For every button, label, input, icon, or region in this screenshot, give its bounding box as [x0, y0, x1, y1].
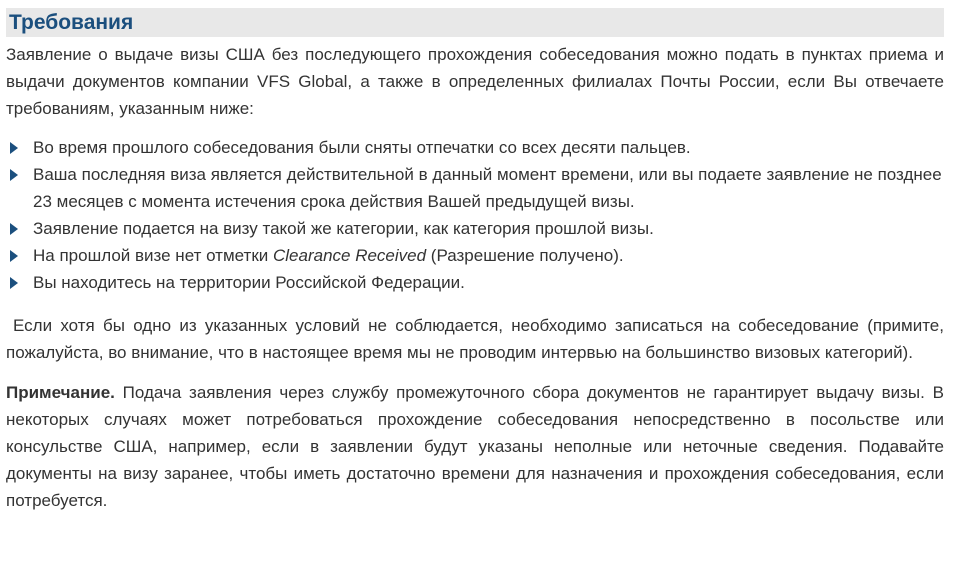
list-item-text-after: (Разрешение получено).	[426, 246, 624, 265]
list-item-text: Вы находитесь на территории Российской Федерации.	[33, 273, 465, 292]
list-item	[6, 215, 944, 242]
note-paragraph	[6, 379, 944, 514]
list-item-text: Заявление подается на визу такой же категории, как категория прошлой визы.	[33, 219, 654, 238]
triangle-right-icon	[10, 142, 18, 154]
list-item-text: Во время прошлого собеседования были сняты отпечатки со всех десяти пальцев.	[33, 138, 691, 157]
triangle-right-icon	[10, 169, 18, 181]
triangle-right-icon	[10, 277, 18, 289]
list-item	[6, 242, 944, 269]
note-text: Подача заявления через службу промежуточного сбора документов не гарантирует выдачу визы. В некоторых случаях может потребоваться прохождение собеседования непосредственно в посольстве или консульстве США, например, если в заявлении будут указаны неполные или неточные сведения. Подавайте документы на визу заранее, чтобы иметь достаточно времени для назначения и прохождения собеседования, если потребуется.	[6, 383, 944, 510]
list-item	[6, 134, 944, 161]
requirements-section	[6, 8, 944, 514]
list-item	[6, 161, 944, 215]
list-item-text-before: На прошлой визе нет отметки	[33, 246, 273, 265]
list-item-text: Ваша последняя виза является действительной в данный момент времени, или вы подаете заявление не позднее 23 месяцев с момента истечения срока действия Вашей предыдущей визы.	[33, 165, 942, 211]
triangle-right-icon	[10, 250, 18, 262]
section-title: Требования	[9, 11, 134, 34]
requirements-list	[6, 134, 944, 296]
section-heading-bar	[6, 8, 944, 37]
intro-paragraph: Заявление о выдаче визы США без последующего прохождения собеседования можно подать в пунктах приема и выдачи документов компании VFS Global, а также в определенных филиалах Почты России, если Вы отвечаете требованиям, указанным ниже:	[6, 45, 944, 118]
clearance-received-term: Clearance Received	[272, 246, 427, 265]
list-item	[6, 269, 944, 296]
note-label: Примечание.	[6, 383, 115, 402]
condition-paragraph: Если хотя бы одно из указанных условий не соблюдается, необходимо записаться на собеседование (примите, пожалуйста, во внимание, что в настоящее время мы не проводим интервью на большинство визовых категорий).	[6, 316, 944, 362]
triangle-right-icon	[10, 223, 18, 235]
